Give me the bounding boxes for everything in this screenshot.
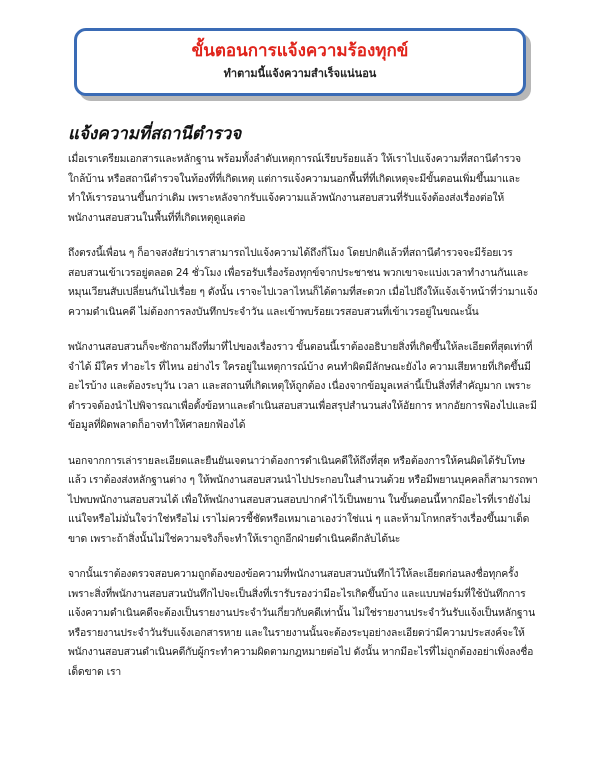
document-title: ขั้นตอนการแจ้งความร้องทุกข์ [191,41,409,61]
paragraph-2: ถึงตรงนี้เพื่อน ๆ ก็อาจสงสัยว่าเราสามารถไปแจ้งความได้ถึงกี่โมง โดยปกติแล้วที่สถานีตำรวจจะมีร้อยเวรสอบสวนเข้าเวรอยู่ตลอด 24 ชั่วโมง เพื่อรอรับเรื่องร้องทุกข์จากประชาชน พวกเขาจะแบ่งเวลาทำงานกันและหมุนเวียนสับเปลี่ยนกันไปเรื่อย ๆ ดังนั้น เราจะไปเวลาไหนก็ได้ตามที่สะดวก เมื่อไปถึงให้แจ้งเจ้าหน้าที่ว่ามาแจ้งความดำเนินคดี ไม่ต้องการลงบันทึกประจำวัน และเข้าพบร้อยเวรสอบสวนที่เข้าเวรอยู่ในขณะนั้น [68,247,538,318]
document-subtitle: ทำตามนี้แจ้งความสำเร็จแน่นอน [223,67,377,80]
title-banner [74,28,526,96]
article-body [68,150,538,698]
paragraph-1: เมื่อเราเตรียมเอกสารและหลักฐาน พร้อมทั้งลำดับเหตุการณ์เรียบร้อยแล้ว ให้เราไปแจ้งความที่สถานีตำรวจใกล้บ้าน หรือสถานีตำรวจในท้องที่ที่เกิดเหตุ แต่การแจ้งความนอกพื้นที่ที่เกิดเหตุจะมีขั้นตอนเพิ่มขึ้นมาและทำให้เรารอนานขึ้นกว่าเดิม เพราะหลังจากรับแจ้งความแล้วพนักงานสอบสวนที่รับแจ้งต้องส่งเรื่องต่อให้พนักงานสอบสวนในพื้นที่ที่เกิดเหตุดูแลต่อ [68,153,521,224]
section-heading: แจ้งความที่สถานีตำรวจ [68,124,242,144]
paragraph-4: นอกจากการเล่ารายละเอียดและยืนยันเจตนาว่าต้องการดำเนินคดีให้ถึงที่สุด หรือต้องการให้คนผิดได้รับโทษแล้ว เราต้องส่งหลักฐานต่าง ๆ ให้พนักงานสอบสวนนำไปประกอบในสำนวนด้วย หรือมีพยานบุคคลก็สามารถพาไปพบพนักงานสอบสวนได้ เพื่อให้พนักงานสอบสวนสอบปากคำไว้เป็นพยาน ในขั้นตอนนี้หากมีอะไรที่เรายังไม่แน่ใจหรือไม่มั่นใจว่าใช่หรือไม่ เราไม่ควรชี้ชัดหรือเหมาเอาเองว่าใช่แน่ ๆ และห้ามโกหกสร้างเรื่องขึ้นมาเด็ดขาด เพราะถ้าสิ่งนั้นไม่ใช่ความจริงก็จะทำให้เราถูกอีกฝ่ายดำเนินคดีกลับได้นะ [68,454,538,545]
paragraph-5: จากนั้นเราต้องตรวจสอบความถูกต้องของข้อความที่พนักงานสอบสวนบันทึกไว้ให้ละเอียดก่อนลงชื่อทุกครั้ง เพราะสิ่งที่พนักงานสอบสวนบันทึกไปจะเป็นสิ่งที่เรารับรองว่ามีอะไรเกิดขึ้นบ้าง และแบบฟอร์มที่ใช้บันทึกการแจ้งความดำเนินคดีจะต้องเป็นรายงานประจำวันเกี่ยวกับคดีเท่านั้น ไม่ใช่รายงานประจำวันรับแจ้งเป็นหลักฐาน หรือรายงานประจำวันรับแจ้งเอกสารหาย และในรายงานนั้นจะต้องระบุอย่างละเอียดว่ามีความประสงค์จะให้พนักงานสอบสวนดำเนินคดีกับผู้กระทำความผิดตามกฎหมายต่อไป ดังนั้น หากมีอะไรที่ไม่ถูกต้องอย่าเพิ่งลงชื่อเด็ดขาด เรา [68,568,535,678]
paragraph-3: พนักงานสอบสวนก็จะซักถามถึงที่มาที่ไปของเรื่องราว ขั้นตอนนี้เราต้องอธิบายสิ่งที่เกิดขึ้นให้ละเอียดที่สุดเท่าที่จำได้ มีใคร ทำอะไร ที่ไหน อย่างไร ใครอยู่ในเหตุการณ์บ้าง คนทำผิดมีลักษณะยังไง ความเสียหายที่เกิดขึ้นมีอะไรบ้าง และต้องระบุวัน เวลา และสถานที่เกิดเหตุให้ถูกต้อง เนื่องจากข้อมูลเหล่านี้เป็นสิ่งที่สำคัญมาก เพราะตำรวจต้องนำไปพิจารณาเพื่อตั้งข้อหาและดำเนินสอบสวนเพื่อสรุปสำนวนส่งให้อัยการ หากอัยการฟ้องไปและมีข้อมูลที่ผิดพลาดก็อาจทำให้ศาลยกฟ้องได้ [68,341,537,431]
